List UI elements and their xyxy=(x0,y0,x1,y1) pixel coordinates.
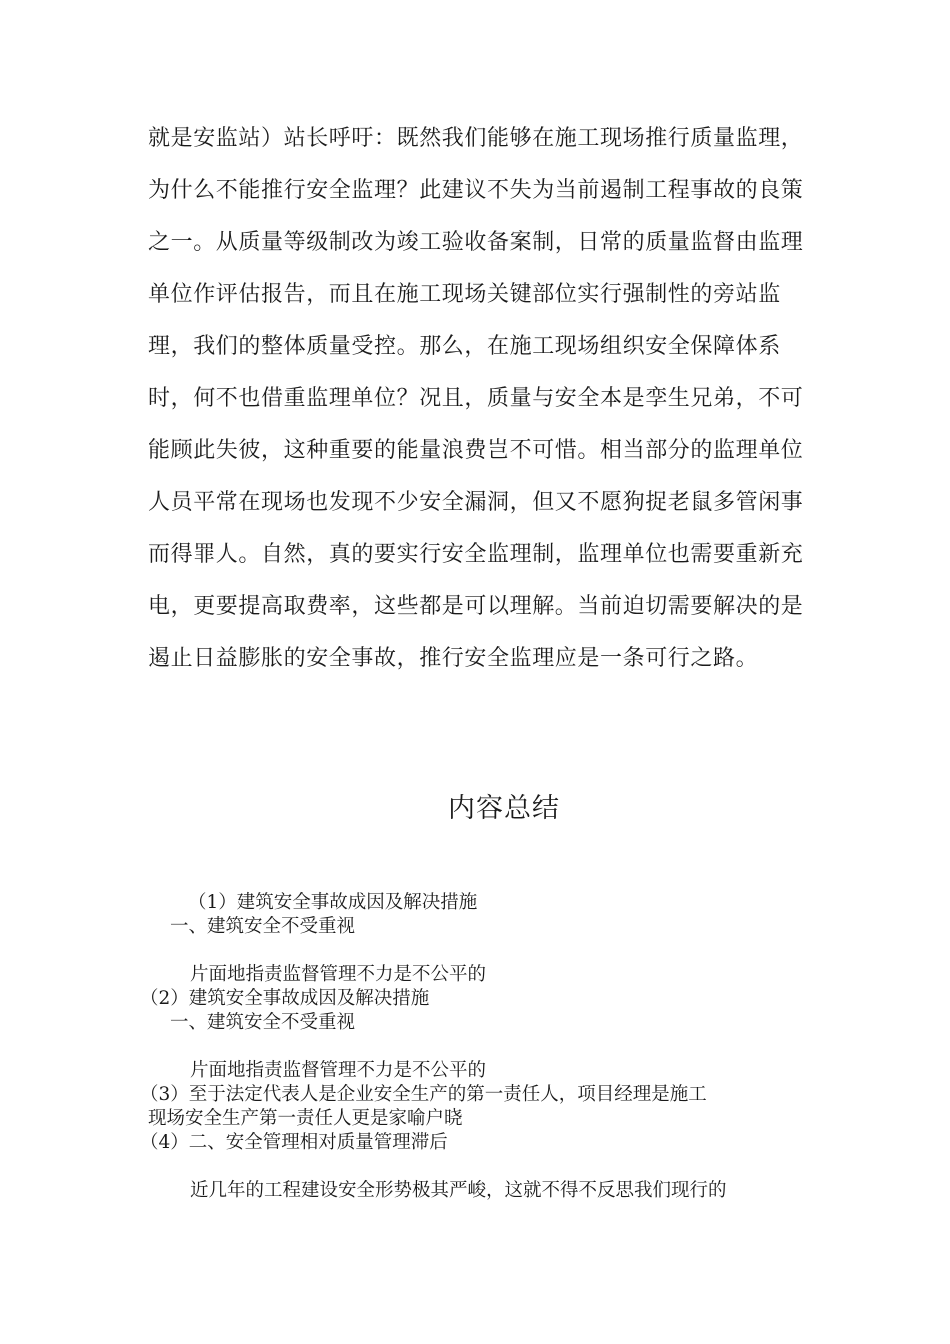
body-line-8: 人员平常在现场也发现不少安全漏洞，但又不愿狗捉老鼠多管闲事 xyxy=(148,490,804,515)
body-line-3: 之一。从质量等级制改为竣工验收备案制，日常的质量监督由监理 xyxy=(148,230,804,255)
body-line-6: 时，何不也借重监理单位？况且，质量与安全本是孪生兄弟，不可 xyxy=(148,386,804,411)
summary-line-1: （1）建筑安全事故成因及解决措施 xyxy=(188,892,478,913)
summary-line-2: 一、建筑安全不受重视 xyxy=(170,916,356,937)
body-line-9: 而得罪人。自然，真的要实行安全监理制，监理单位也需要重新充 xyxy=(148,542,804,567)
summary-line-9: （4）二、安全管理相对质量管理滞后 xyxy=(140,1132,448,1153)
summary-title: 内容总结 xyxy=(448,793,560,824)
summary-line-8: 现场安全生产第一责任人更是家喻户晓 xyxy=(148,1108,463,1129)
summary-line-6: 片面地指责监督管理不力是不公平的 xyxy=(190,1060,487,1081)
summary-line-7: （3）至于法定代表人是企业安全生产的第一责任人，项目经理是施工 xyxy=(140,1084,707,1105)
body-line-7: 能顾此失彼，这种重要的能量浪费岂不可惜。相当部分的监理单位 xyxy=(148,438,804,463)
summary-line-5: 一、建筑安全不受重视 xyxy=(170,1012,356,1033)
body-line-4: 单位作评估报告，而且在施工现场关键部位实行强制性的旁站监 xyxy=(148,282,781,307)
summary-line-4: （2）建筑安全事故成因及解决措施 xyxy=(140,988,430,1009)
body-line-11: 遏止日益膨胀的安全事故，推行安全监理应是一条可行之路。 xyxy=(148,646,759,671)
body-line-5: 理，我们的整体质量受控。那么，在施工现场组织安全保障体系 xyxy=(148,334,781,359)
body-line-1: 就是安监站）站长呼吁：既然我们能够在施工现场推行质量监理， xyxy=(148,126,804,151)
body-line-10: 电，更要提高取费率，这些都是可以理解。当前迫切需要解决的是 xyxy=(148,594,804,619)
body-line-2: 为什么不能推行安全监理？此建议不失为当前遏制工程事故的良策 xyxy=(148,178,804,203)
summary-line-3: 片面地指责监督管理不力是不公平的 xyxy=(190,964,487,985)
summary-line-10: 近几年的工程建设安全形势极其严峻，这就不得不反思我们现行的 xyxy=(190,1180,727,1201)
